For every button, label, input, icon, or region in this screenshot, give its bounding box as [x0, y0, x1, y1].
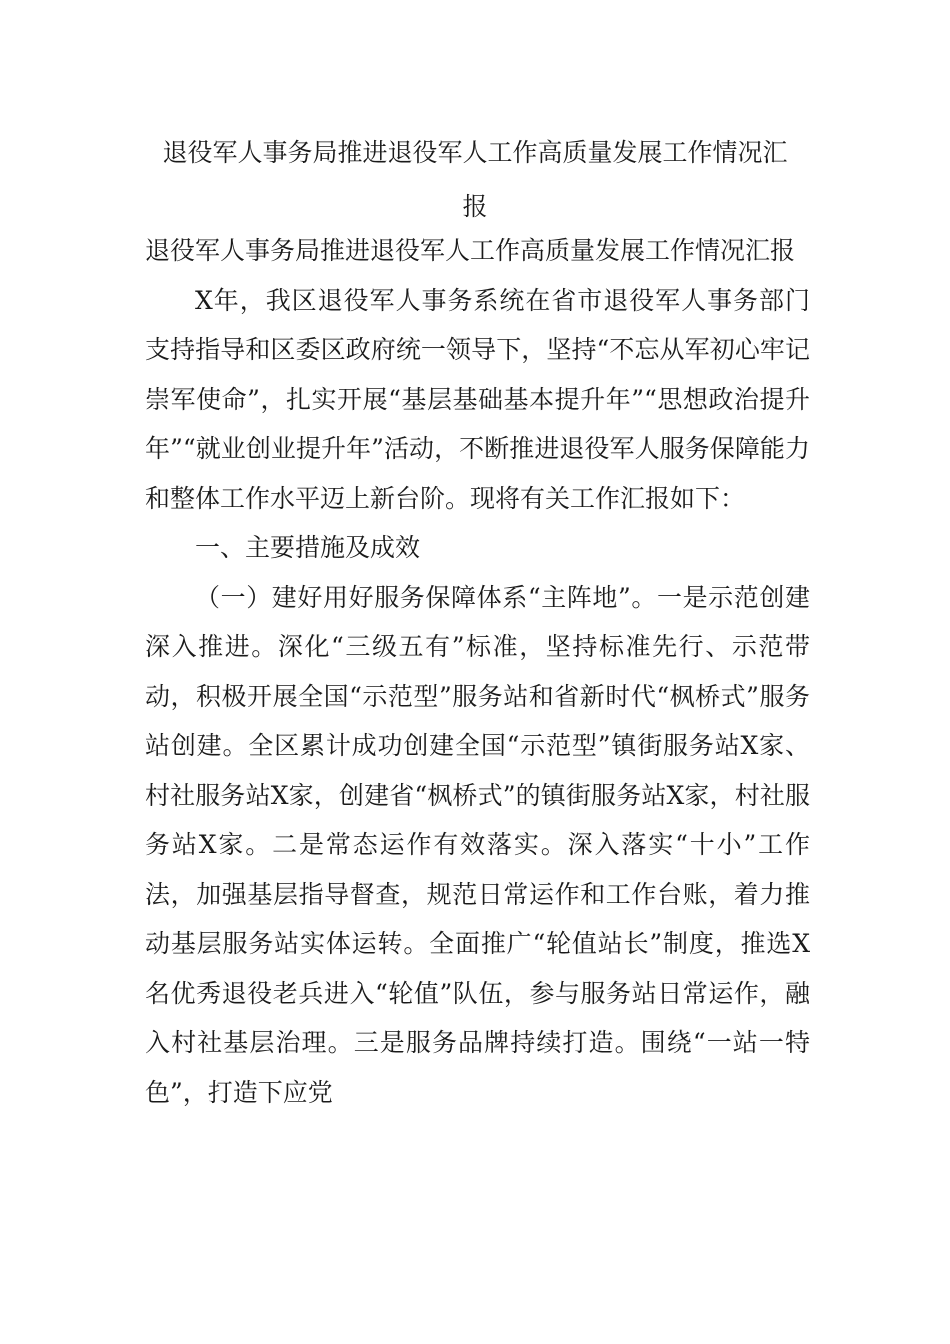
section-heading: 一、主要措施及成效 [195, 533, 421, 562]
subtitle-paragraph: 退役军人事务局推进退役军人工作高质量发展工作情况汇报 [145, 236, 796, 265]
document-body [145, 226, 810, 1117]
intro-paragraph: X年，我区退役军人事务系统在省市退役军人事务部门支持指导和区委区政府统一领导下，坚持“不忘从军初心牢记崇军使命”，扎实开展“基层基础基本提升年”“思想政治提升年”“就业创业提升年”活动，不断推进退役军人服务保障能力和整体工作水平迈上新台阶。现将有关工作汇报如下： [145, 285, 810, 513]
document-title [145, 126, 805, 234]
title-line-2: 报 [462, 192, 488, 221]
title-line-1: 退役军人事务局推进退役军人工作高质量发展工作情况汇 [162, 138, 788, 167]
body-paragraph: （一）建好用好服务保障体系“主阵地”。一是示范创建深入推进。深化“三级五有”标准，坚持标准先行、示范带动，积极开展全国“示范型”服务站和省新时代“枫桥式”服务站创建。全区累计成功创建全国“示范型”镇街服务站X家、村社服务站X家，创建省“枫桥式”的镇街服务站X家，村社服务站X家。二是常态运作有效落实。深入落实“十小”工作法，加强基层指导督查，规范日常运作和工作台账，着力推动基层服务站实体运转。全面推广“轮值站长”制度，推选X名优秀退役老兵进入“轮值”队伍，参与服务站日常运作，融入村社基层治理。三是服务品牌持续打造。围绕“一站一特色”，打造下应党 [145, 582, 810, 1107]
